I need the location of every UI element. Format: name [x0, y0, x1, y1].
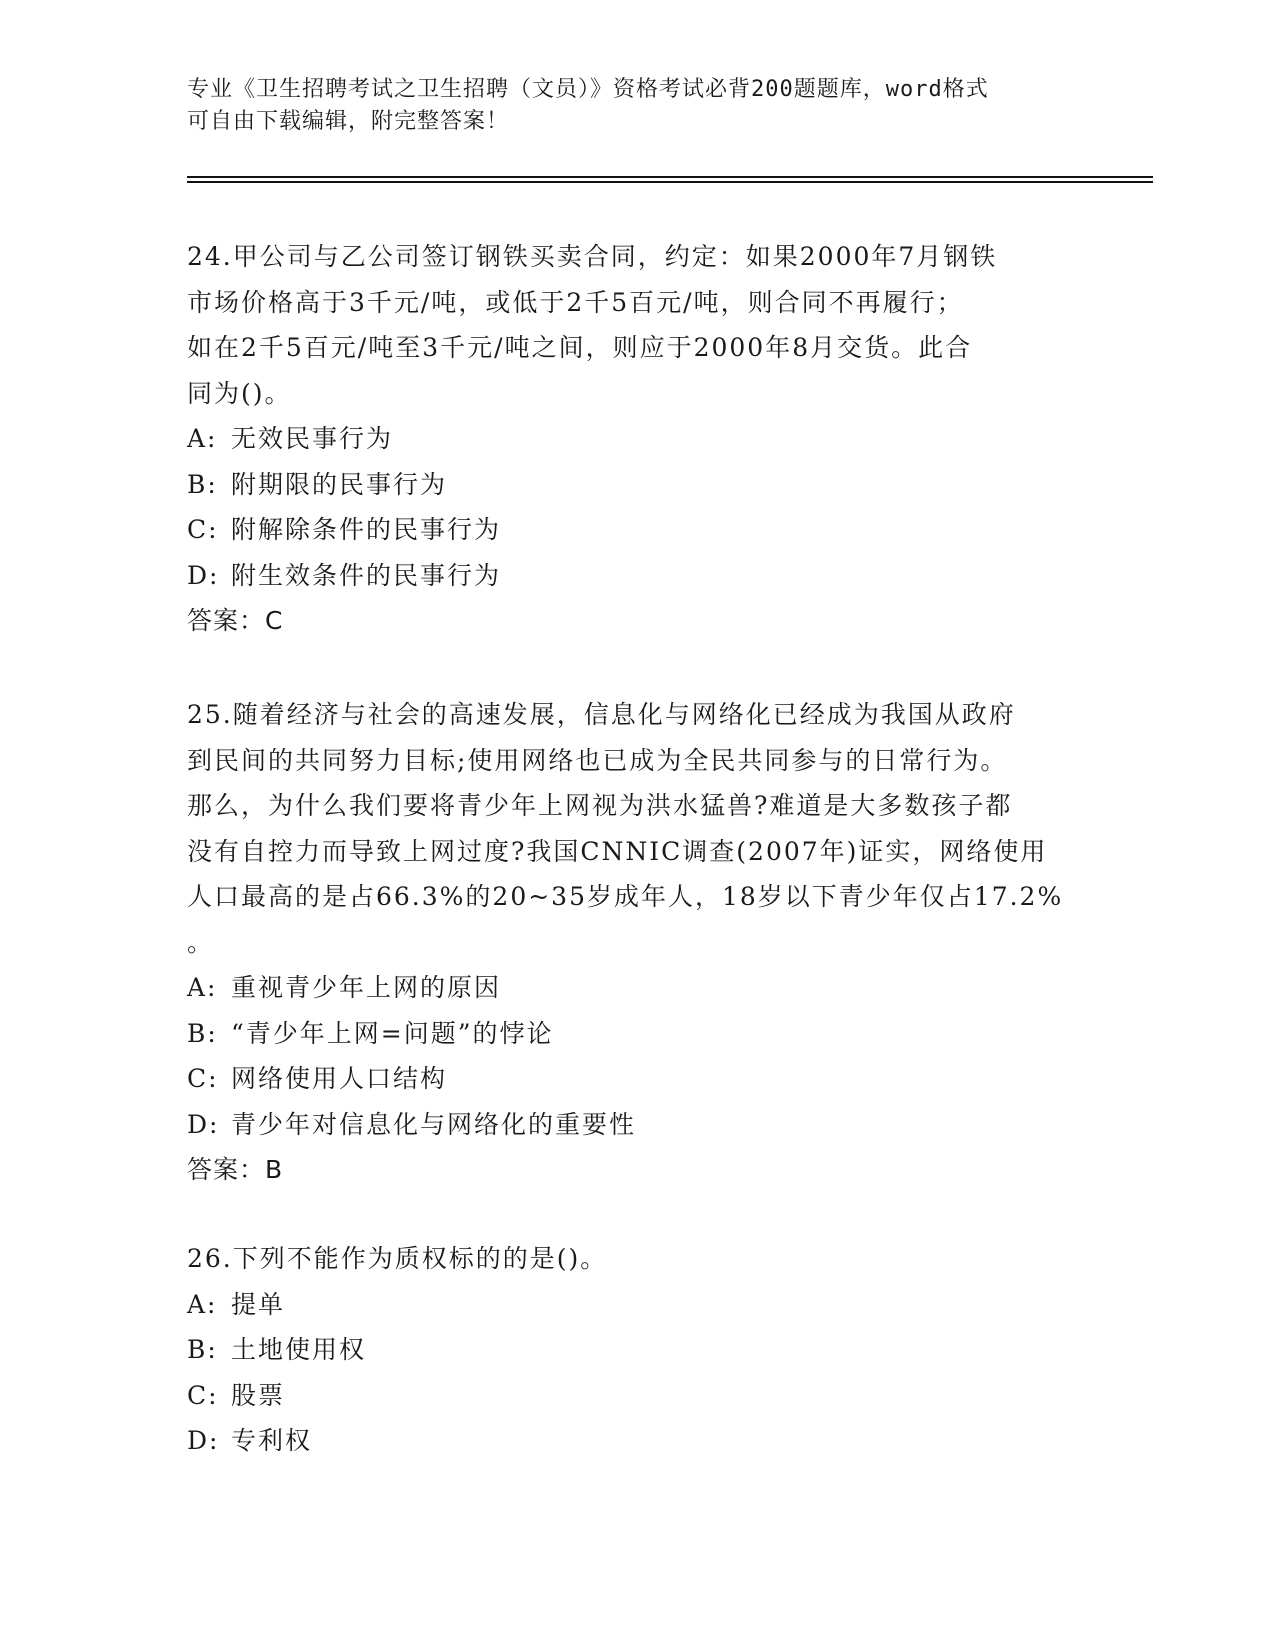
option-text: 提单 — [231, 1289, 286, 1319]
option-key: C: — [187, 1064, 219, 1093]
option-text: 附期限的民事行为 — [231, 469, 448, 499]
option-text: 无效民事行为 — [231, 424, 394, 453]
option-c — [187, 507, 1087, 553]
option-key: D: — [187, 560, 220, 590]
option-key: C: — [187, 1380, 219, 1410]
question-text-line: 到民间的共同努力目标;使用网络也已成为全民共同参与的日常行为。 — [187, 745, 1008, 775]
option-a — [187, 965, 1087, 1011]
option-b — [187, 1011, 1087, 1057]
option-key: A: — [187, 973, 218, 1002]
option-text: “青少年上网=问题”的悖论 — [231, 1018, 554, 1048]
option-a — [187, 1282, 1087, 1328]
header-divider — [187, 181, 1153, 183]
question-text-line: 市场价格高于3千元/吨，或低于2千5百元/吨，则合同不再履行； — [187, 287, 964, 317]
option-text: 专利权 — [231, 1426, 313, 1455]
option-d — [187, 1418, 1087, 1464]
option-a — [187, 416, 1087, 462]
option-key: A: — [187, 1289, 218, 1319]
question-text-line: 25.随着经济与社会的高速发展，信息化与网络化已经成为我国从政府 — [187, 700, 1016, 729]
option-text: 附解除条件的民事行为 — [231, 515, 502, 544]
option-d — [187, 553, 1087, 599]
option-key: B: — [187, 1335, 218, 1364]
option-text: 附生效条件的民事行为 — [231, 560, 502, 590]
option-key: B: — [187, 469, 218, 499]
option-key: A: — [187, 424, 218, 453]
header-line: 可自由下载编辑，附完整答案！ — [187, 109, 510, 134]
question-text-line: 26.下列不能作为质权标的的是()。 — [187, 1244, 608, 1273]
option-key: D: — [187, 1109, 220, 1139]
option-d — [187, 1102, 1087, 1148]
answer-line: 答案：B — [187, 1155, 284, 1184]
option-text: 重视青少年上网的原因 — [231, 973, 502, 1002]
option-text: 土地使用权 — [231, 1335, 367, 1364]
answer-line: 答案：C — [187, 606, 284, 635]
question-24 — [187, 234, 1087, 644]
option-text: 股票 — [231, 1380, 286, 1410]
question-text-line: 人口最高的是占66.3%的20~35岁成年人，18岁以下青少年仅占17.2% — [187, 882, 1064, 911]
question-text-line: 同为()。 — [187, 378, 292, 408]
question-26 — [187, 1236, 1087, 1464]
option-c — [187, 1373, 1087, 1419]
option-key: D: — [187, 1426, 220, 1455]
header-divider — [187, 176, 1153, 178]
question-text-line: 。 — [187, 927, 215, 957]
option-c — [187, 1056, 1087, 1102]
question-text-line: 如在2千5百元/吨至3千元/吨之间，则应于2000年8月交货。此合 — [187, 333, 973, 362]
question-text-line: 24.甲公司与乙公司签订钢铁买卖合同，约定：如果2000年7月钢铁 — [187, 242, 998, 271]
option-b — [187, 462, 1087, 508]
question-text-line: 那么，为什么我们要将青少年上网视为洪水猛兽?难道是大多数孩子都 — [187, 791, 1013, 820]
option-text: 网络使用人口结构 — [231, 1064, 448, 1093]
option-key: C: — [187, 515, 219, 544]
question-text-line: 没有自控力而导致上网过度?我国CNNIC调查(2007年)证实，网络使用 — [187, 836, 1048, 866]
option-text: 青少年对信息化与网络化的重要性 — [231, 1109, 637, 1139]
question-25 — [187, 692, 1087, 1193]
option-key: B: — [187, 1018, 218, 1048]
option-b — [187, 1327, 1087, 1373]
header-line: 专业《卫生招聘考试之卫生招聘（文员）》资格考试必背200题题库，word格式 — [187, 77, 989, 102]
document-header — [187, 74, 1087, 138]
